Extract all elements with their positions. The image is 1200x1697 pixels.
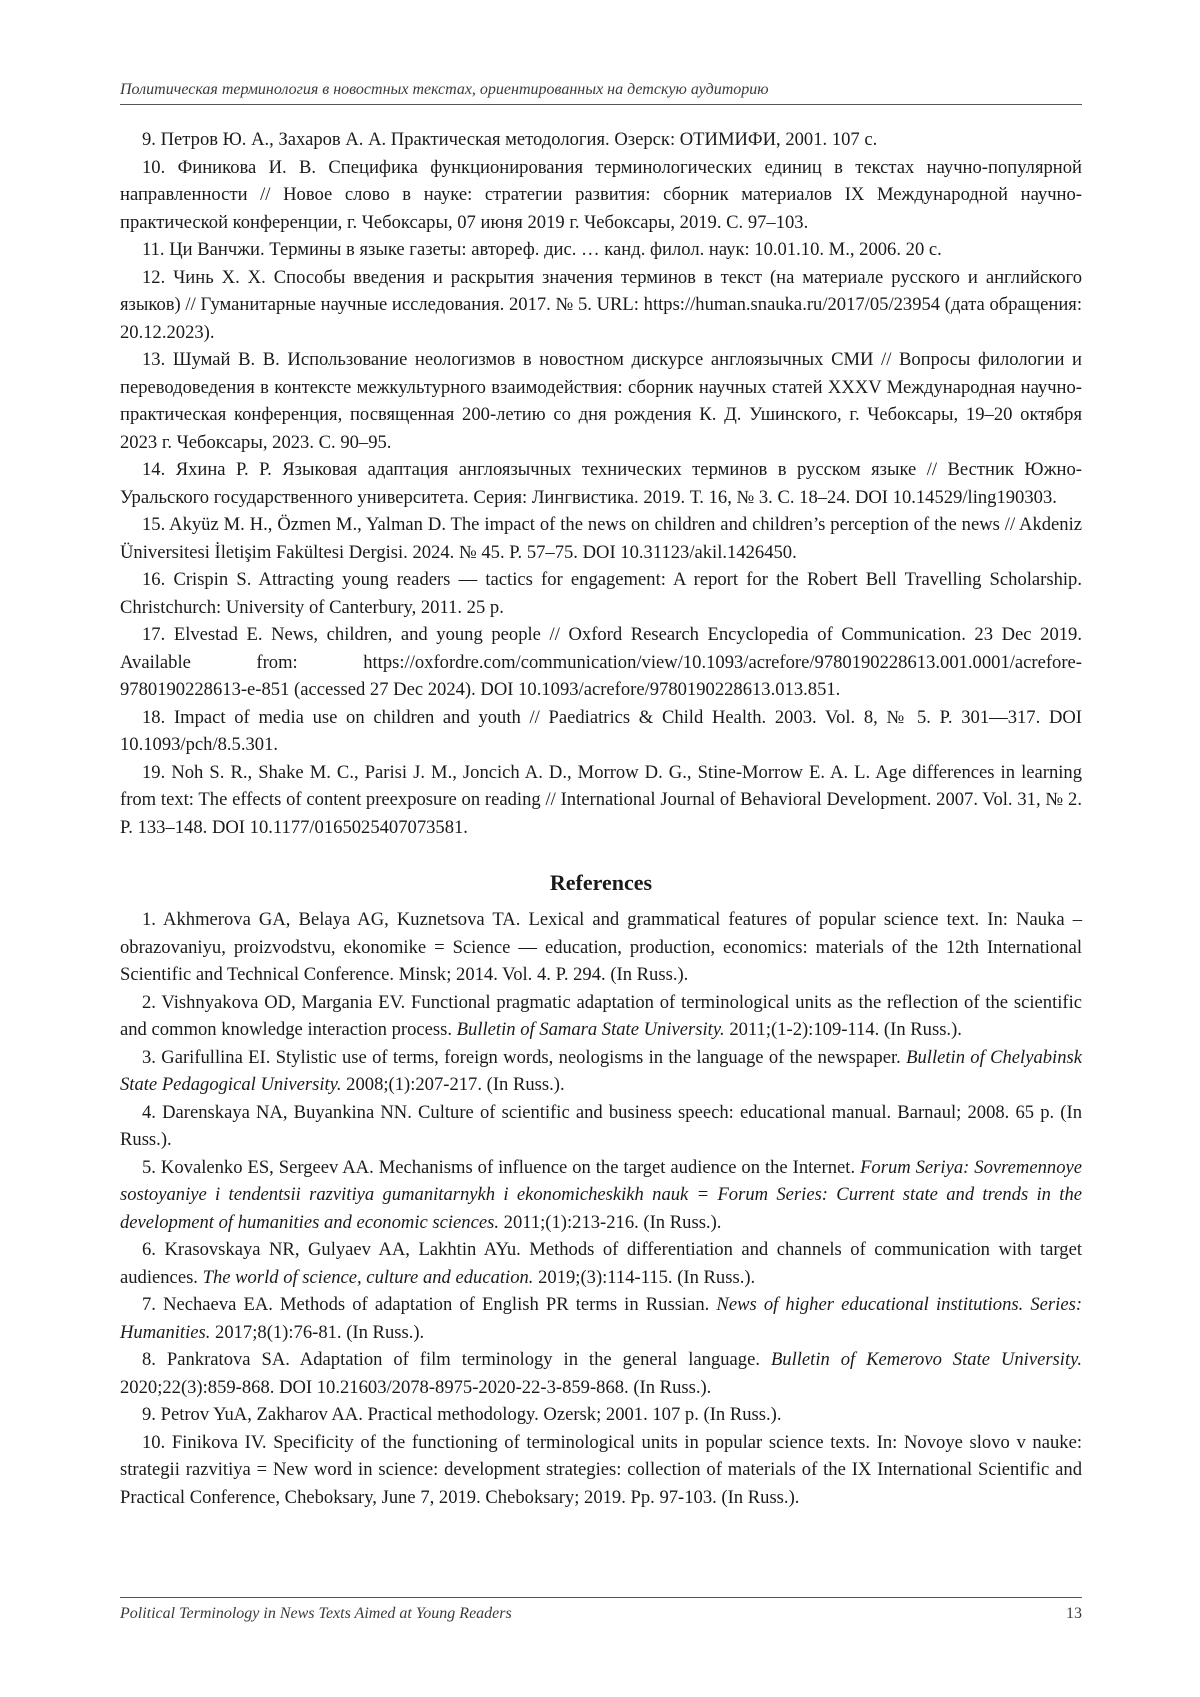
reference-item (120, 1429, 1082, 1512)
ref-text: Petrov YuA, Zakharov AA. Practical methodology. Ozersk; 2001. 107 p. (In Russ.). (160, 1404, 782, 1425)
page-content (120, 126, 1082, 1511)
ref-text: Akhmerova GA, Belaya AG, Kuznetsova TA. Lexical and grammatical features of popular science text. In: Nauka – obrazovaniyu, proizvodstvu, ekonomike = Science — education, production, economics: materials of the 12th International Scientific and Technical Conference. Minsk; 2014. Vol. 4. P. 294. (In Russ.). (120, 909, 1082, 985)
ref-journal: Forum Seriya: Sovremennoye sostoyaniye i tendentsii razvitiya gumanitarnykh i ekonomicheskikh nauk = Forum Series: Current state and trends in the development of humanities and economic sciences. (120, 1156, 1083, 1233)
ref-text: Pankratova SA. Adaptation of film terminology in the general language. (166, 1349, 771, 1370)
ref-details: 2017;8(1):76-81. (In Russ.). (210, 1321, 425, 1343)
reference-item (120, 1346, 1082, 1401)
bibliography-item (120, 759, 1082, 842)
bibliography-item (120, 566, 1082, 621)
bibliography-item (120, 264, 1082, 347)
bibliography-item (120, 621, 1082, 704)
ref-number: 7. (142, 1294, 156, 1315)
bibliography-item (120, 236, 1082, 264)
ref-text: Garifullina EI. Stylistic use of terms, foreign words, neologisms in the language of the newspaper. (161, 1046, 907, 1068)
ref-text: Финикова И. В. Специфика функционирования терминологических единиц в текстах научно-популярной направленности // Новое слово в науке: стратегии развития: сборник материалов IX Международной научно-практической конференции, г. Чебоксары, 07 июня 2019 г. Чебоксары, 2019. С. 97–103. (120, 156, 1082, 233)
ref-number: 10. (142, 1431, 166, 1453)
ref-text: Darenskaya NA, Buyankina NN. Culture of scientific and business speech: educational manual. Barnaul; 2008. 65 p. (In Russ.). (120, 1101, 1082, 1150)
ref-journal: The world of science, culture and education. (202, 1266, 534, 1288)
ref-journal: News of higher educational institutions. Series: Humanities. (120, 1294, 1083, 1343)
ref-text: Krasovskaya NR, Gulyaev AA, Lakhtin AYu. Methods of differentiation and channels of communication with target audiences. (120, 1239, 1082, 1288)
bibliography-item (120, 346, 1082, 456)
ref-number: 19. (142, 761, 166, 783)
footer-title: Political Terminology in News Texts Aimed at Young Readers (120, 1605, 512, 1622)
ref-number: 10. (142, 156, 166, 178)
ref-number: 6. (142, 1239, 156, 1260)
ref-number: 1. (142, 909, 156, 930)
ref-text: Яхина Р. Р. Языковая адаптация англоязычных технических терминов в русском языке // Вестник Южно-Уральского государственного университета. Серия: Лингвистика. 2019. Т. 16, № 3. С. 18–24. DOI 10.14529/ling190303. (120, 459, 1083, 508)
bibliography-item (120, 456, 1082, 511)
ref-number: 3. (142, 1046, 156, 1068)
bibliography-list (120, 126, 1082, 841)
ref-number: 14. (142, 459, 166, 480)
ref-number: 16. (142, 569, 166, 590)
references-heading: References (549, 870, 653, 895)
reference-item (120, 906, 1082, 989)
ref-text: Finikova IV. Specificity of the functioning of terminological units in popular science texts. In: Novoye slovo v nauke: strategii razvitiya = New word in science: development strategies: collection of materials of the IX International Scientific and Practical Conference, Cheboksary, June 7, 2019. Cheboksary; 2019. Pp. 97-103. (In Russ.). (120, 1431, 1082, 1508)
reference-item (120, 1154, 1082, 1237)
ref-details: 2020;22(3):859-868. DOI 10.21603/2078-8975-2020-22-3-859-868. (In Russ.). (120, 1376, 712, 1398)
bibliography-item (120, 126, 1082, 154)
running-footer (120, 1597, 1082, 1624)
ref-journal: Bulletin of Samara State University. (456, 1019, 725, 1040)
reference-item (120, 1044, 1082, 1099)
reference-item (120, 1236, 1082, 1291)
ref-number: 11. (142, 239, 165, 260)
ref-number: 8. (142, 1349, 156, 1370)
ref-text: Noh S. R., Shake M. C., Parisi J. M., Joncich A. D., Morrow D. G., Stine-Morrow E. A. L. Age differences in learning from text: The effects of content preexposure on reading // International Journal of Behavioral Development. 2007. Vol. 31, № 2. P. 133–148. DOI 10.1177/0165025407073581. (120, 761, 1082, 838)
ref-text: Петров Ю. А., Захаров А. А. Практическая методология. Озерск: ОТИМИФИ, 2001. 107 с. (160, 129, 878, 150)
bibliography-item (120, 154, 1082, 237)
ref-text: Чинь Х. Х. Способы введения и раскрытия значения терминов в текст (на материале русского и английского языков) // Гуманитарные научные исследования. 2017. № 5. URL: https://human.snauka.ru/2017/05/23954 (дата обращения: 20.12.2023). (120, 266, 1082, 343)
ref-journal: Bulletin of Chelyabinsk State Pedagogical University. (120, 1046, 1083, 1095)
ref-number: 5. (142, 1156, 156, 1178)
ref-details: 2011;(1):213-216. (In Russ.). (499, 1211, 722, 1233)
ref-details: 2011;(1-2):109-114. (In Russ.). (724, 1019, 962, 1040)
ref-journal: Bulletin of Kemerovo State University. (770, 1349, 1082, 1370)
bibliography-item (120, 704, 1082, 759)
ref-number: 13. (142, 349, 166, 370)
ref-number: 9. (142, 129, 156, 150)
ref-details: 2019;(3):114-115. (In Russ.). (533, 1266, 756, 1288)
reference-item (120, 989, 1082, 1044)
running-header: Политическая терминология в новостных текстах, ориентированных на детскую аудиторию (120, 80, 1082, 105)
ref-text: Nechaeva EA. Methods of adaptation of English PR terms in Russian. (163, 1294, 717, 1315)
page-number: 13 (1066, 1605, 1082, 1622)
ref-number: 9. (142, 1404, 156, 1425)
reference-item (120, 1099, 1082, 1154)
ref-number: 18. (142, 706, 166, 728)
ref-details: 2008;(1):207-217. (In Russ.). (341, 1074, 565, 1095)
ref-number: 15. (142, 514, 166, 535)
ref-text: Шумай В. В. Использование неологизмов в новостном дискурсе англоязычных СМИ // Вопросы филологии и переводоведения в контексте межкультурного взаимодействия: сборник научных статей XXXV Международная научно-практическая конференция, посвященная 200-летию со дня рождения К. Д. Ушинского, г. Чебоксары, 19–20 октября 2023 г. Чебоксары, 2023. С. 90–95. (120, 349, 1082, 453)
bibliography-item (120, 511, 1082, 566)
ref-text: Elvestad E. News, children, and young people // Oxford Research Encyclopedia of Communication. 23 Dec 2019. Available from: https://oxfordre.com/communication/view/10.1093/acrefore/9780190228613.001.0001/acrefore-9780190228613-e-851 (accessed 27 Dec 2024). DOI 10.1093/acrefore/9780190228613.013.851. (120, 624, 1082, 700)
ref-text: Crispin S. Attracting young readers — tactics for engagement: A report for the Robert Bell Travelling Scholarship. Christchurch: University of Canterbury, 2011. 25 p. (120, 569, 1082, 618)
ref-number: 17. (142, 624, 166, 645)
ref-text: Vishnyakova OD, Margania EV. Functional pragmatic adaptation of terminological units as the reflection of the scientific and common knowledge interaction process. (120, 991, 1083, 1040)
ref-number: 2. (142, 991, 156, 1013)
ref-number: 12. (142, 266, 166, 288)
reference-item (120, 1401, 1082, 1429)
references-list (120, 906, 1082, 1511)
reference-item (120, 1291, 1082, 1346)
ref-text: Akyüz M. H., Özmen M., Yalman D. The impact of the news on children and children’s perception of the news // Akdeniz Üniversitesi İletişim Fakültesi Dergisi. 2024. № 45. P. 57–75. DOI 10.31123/akil.1426450. (120, 514, 1083, 563)
ref-text: Impact of media use on children and youth // Paediatrics & Child Health. 2003. Vol. 8, № 5. P. 301—317. DOI 10.1093/pch/8.5.301. (120, 706, 1082, 755)
ref-text: Kovalenko ES, Sergeev AA. Mechanisms of influence on the target audience on the Internet. (160, 1156, 861, 1178)
ref-number: 4. (142, 1101, 156, 1123)
ref-text: Ци Ванчжи. Термины в языке газеты: автореф. дис. … канд. филол. наук: 10.01.10. М., 2006. 20 с. (169, 239, 942, 260)
